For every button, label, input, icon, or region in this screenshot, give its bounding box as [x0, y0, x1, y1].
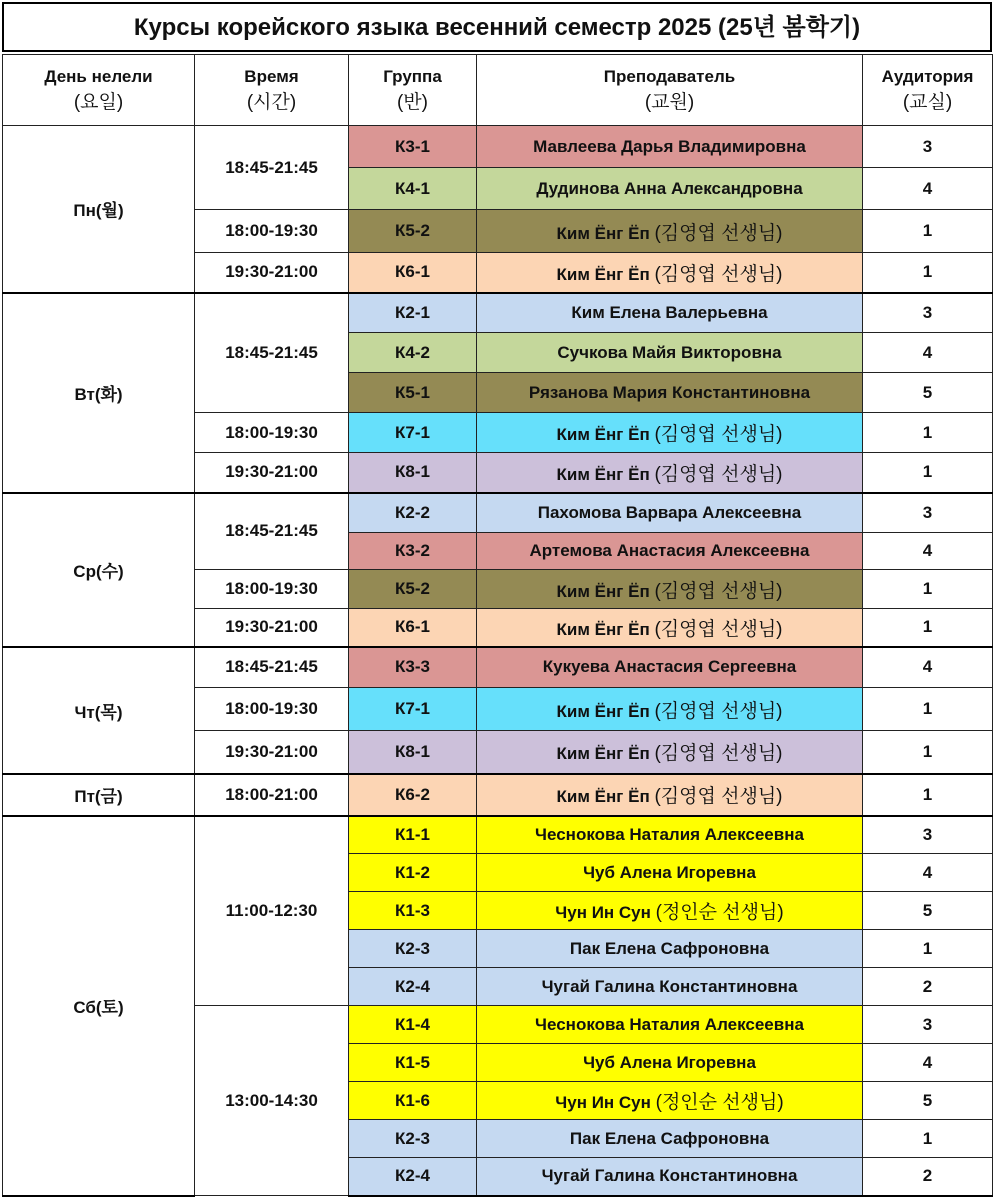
- teacher-name-ko: (정인순 선생님): [655, 902, 784, 923]
- teacher-cell: [477, 293, 863, 333]
- time-cell: 18:45-21:45: [195, 647, 349, 688]
- header-group: [349, 55, 477, 126]
- teacher-name: Чун Ин Сун: [555, 1093, 656, 1112]
- room-cell: 4: [863, 333, 993, 373]
- time-cell: 18:00-19:30: [195, 570, 349, 609]
- header-teacher-label-ko: (교원): [644, 92, 695, 113]
- teacher-cell: [477, 168, 863, 210]
- room-cell: 3: [863, 126, 993, 168]
- time-cell: 18:00-19:30: [195, 688, 349, 731]
- room-cell: 3: [863, 493, 993, 533]
- table-row: [3, 816, 993, 854]
- time-cell: 18:45-21:45: [195, 126, 349, 210]
- teacher-name: Чуб Алена Игоревна: [583, 862, 756, 882]
- table-row: [3, 647, 993, 688]
- teacher-name-ko: (김영엽 선생님): [654, 580, 783, 602]
- header-day: [3, 55, 195, 126]
- teacher-name: Чун Ин Сун: [555, 903, 656, 922]
- teacher-cell: [477, 1120, 863, 1158]
- room-cell: 1: [863, 413, 993, 453]
- page-title: Курсы корейского языка весенний семестр 2025 (25년 봄학기): [2, 2, 992, 52]
- room-cell: 5: [863, 892, 993, 930]
- room-cell: 5: [863, 1082, 993, 1120]
- room-cell: 1: [863, 731, 993, 774]
- teacher-cell: [477, 126, 863, 168]
- teacher-name: Ким Ёнг Ёп: [556, 787, 655, 806]
- group-cell: К1-2: [349, 854, 477, 892]
- teacher-cell: [477, 816, 863, 854]
- header-day-label-ko: (요일): [73, 92, 124, 113]
- teacher-name: Ким Ёнг Ёп: [556, 264, 655, 284]
- room-cell: 1: [863, 453, 993, 493]
- teacher-cell: [477, 731, 863, 774]
- group-cell: К1-5: [349, 1044, 477, 1082]
- teacher-cell: [477, 333, 863, 373]
- room-cell: 1: [863, 688, 993, 731]
- group-cell: К3-2: [349, 533, 477, 570]
- room-cell: 1: [863, 570, 993, 609]
- room-cell: 1: [863, 930, 993, 968]
- teacher-name: Ким Ёнг Ёп: [556, 581, 655, 601]
- teacher-name: Ким Ёнг Ёп: [556, 425, 655, 444]
- group-cell: К5-2: [349, 210, 477, 253]
- room-cell: 1: [863, 253, 993, 293]
- teacher-name: Мавлеева Дарья Владимировна: [533, 136, 806, 156]
- teacher-name: Чугай Галина Константиновна: [541, 1166, 798, 1186]
- header-day-label: День нелели: [44, 67, 153, 86]
- header-row: [3, 55, 993, 126]
- teacher-name: Чеснокова Наталия Алексеевна: [535, 824, 804, 844]
- table-row: [3, 126, 993, 168]
- time-cell: 18:45-21:45: [195, 493, 349, 570]
- group-cell: К4-2: [349, 333, 477, 373]
- teacher-name: Ким Ёнг Ёп: [556, 464, 655, 484]
- teacher-cell: [477, 930, 863, 968]
- teacher-name: Ким Елена Валерьевна: [571, 302, 768, 322]
- room-cell: 1: [863, 1120, 993, 1158]
- day-cell: Сб(토): [3, 816, 195, 1196]
- header-time: [195, 55, 349, 126]
- teacher-cell: [477, 253, 863, 293]
- teacher-name: Чугай Галина Константиновна: [541, 976, 798, 996]
- header-room-label-ko: (교실): [902, 92, 953, 113]
- room-cell: 3: [863, 816, 993, 854]
- table-row: [3, 493, 993, 533]
- table-row: [3, 293, 993, 333]
- header-teacher: [477, 55, 863, 126]
- group-cell: К6-1: [349, 253, 477, 293]
- teacher-cell: [477, 774, 863, 816]
- day-cell: Пн(월): [3, 126, 195, 293]
- room-cell: 4: [863, 647, 993, 688]
- teacher-cell: [477, 892, 863, 930]
- room-cell: 4: [863, 1044, 993, 1082]
- teacher-cell: [477, 493, 863, 533]
- group-cell: К2-4: [349, 968, 477, 1006]
- day-cell: Чт(목): [3, 647, 195, 774]
- group-cell: К4-1: [349, 168, 477, 210]
- header-time-label: Время: [244, 67, 299, 86]
- group-cell: К2-4: [349, 1158, 477, 1196]
- group-cell: К5-2: [349, 570, 477, 609]
- header-time-label-ko: (시간): [246, 92, 297, 113]
- group-cell: К1-4: [349, 1006, 477, 1044]
- teacher-cell: [477, 647, 863, 688]
- teacher-name-ko: (김영엽 선생님): [654, 700, 783, 722]
- group-cell: К1-6: [349, 1082, 477, 1120]
- room-cell: 1: [863, 609, 993, 647]
- teacher-cell: [477, 570, 863, 609]
- teacher-cell: [477, 1006, 863, 1044]
- teacher-name: Артемова Анастасия Алексеевна: [529, 541, 810, 560]
- teacher-name-ko: (김영엽 선생님): [654, 786, 783, 807]
- time-cell: 18:45-21:45: [195, 293, 349, 413]
- teacher-cell: [477, 1044, 863, 1082]
- day-cell: Вт(화): [3, 293, 195, 493]
- teacher-name: Ким Ёнг Ёп: [556, 619, 655, 639]
- teacher-cell: [477, 210, 863, 253]
- day-cell: Пт(금): [3, 774, 195, 816]
- time-cell: 13:00-14:30: [195, 1006, 349, 1196]
- time-cell: 19:30-21:00: [195, 253, 349, 293]
- group-cell: К1-1: [349, 816, 477, 854]
- schedule-body: [3, 126, 993, 1196]
- teacher-name: Чуб Алена Игоревна: [583, 1052, 756, 1072]
- teacher-cell: [477, 453, 863, 493]
- teacher-name: Чеснокова Наталия Алексеевна: [535, 1014, 804, 1034]
- header-group-label-ko: (반): [396, 92, 428, 113]
- header-teacher-label: Преподаватель: [603, 67, 736, 86]
- day-cell: Ср(수): [3, 493, 195, 647]
- group-cell: К3-1: [349, 126, 477, 168]
- time-cell: 18:00-19:30: [195, 210, 349, 253]
- header-room: [863, 55, 993, 126]
- group-cell: К8-1: [349, 453, 477, 493]
- teacher-cell: [477, 854, 863, 892]
- teacher-cell: [477, 688, 863, 731]
- teacher-cell: [477, 413, 863, 453]
- room-cell: 2: [863, 1158, 993, 1196]
- room-cell: 1: [863, 210, 993, 253]
- group-cell: К2-3: [349, 1120, 477, 1158]
- teacher-name: Сучкова Майя Викторовна: [557, 342, 782, 362]
- room-cell: 3: [863, 293, 993, 333]
- table-row: [3, 774, 993, 816]
- teacher-name: Дудинова Анна Александровна: [536, 178, 803, 198]
- time-cell: 19:30-21:00: [195, 609, 349, 647]
- time-cell: 11:00-12:30: [195, 816, 349, 1006]
- time-cell: 18:00-21:00: [195, 774, 349, 816]
- time-cell: 19:30-21:00: [195, 731, 349, 774]
- group-cell: К6-1: [349, 609, 477, 647]
- teacher-cell: [477, 609, 863, 647]
- teacher-cell: [477, 1082, 863, 1120]
- teacher-name: Пак Елена Сафроновна: [569, 938, 770, 958]
- time-cell: 18:00-19:30: [195, 413, 349, 453]
- group-cell: К2-3: [349, 930, 477, 968]
- room-cell: 4: [863, 854, 993, 892]
- teacher-name-ko: (정인순 선생님): [655, 1092, 784, 1113]
- teacher-name-ko: (김영엽 선생님): [654, 424, 783, 445]
- time-cell: 19:30-21:00: [195, 453, 349, 493]
- teacher-cell: [477, 968, 863, 1006]
- group-cell: К2-1: [349, 293, 477, 333]
- teacher-name: Рязанова Мария Константиновна: [528, 382, 811, 402]
- room-cell: 2: [863, 968, 993, 1006]
- group-cell: К7-1: [349, 413, 477, 453]
- group-cell: К1-3: [349, 892, 477, 930]
- teacher-cell: [477, 373, 863, 413]
- group-cell: К5-1: [349, 373, 477, 413]
- teacher-name-ko: (김영엽 선생님): [654, 743, 783, 765]
- header-room-label: Аудитория: [881, 67, 974, 86]
- room-cell: 5: [863, 373, 993, 413]
- teacher-name-ko: (김영엽 선생님): [654, 463, 783, 485]
- room-cell: 1: [863, 774, 993, 816]
- teacher-cell: [477, 1158, 863, 1196]
- group-cell: К2-2: [349, 493, 477, 533]
- teacher-name: Пак Елена Сафроновна: [569, 1128, 770, 1148]
- teacher-name: Пахомова Варвара Алексеевна: [537, 502, 802, 522]
- teacher-cell: [477, 533, 863, 570]
- group-cell: К6-2: [349, 774, 477, 816]
- teacher-name: Ким Ёнг Ёп: [556, 744, 655, 764]
- teacher-name-ko: (김영엽 선생님): [654, 263, 783, 285]
- teacher-name: Кукуева Анастасия Сергеевна: [542, 657, 797, 677]
- room-cell: 3: [863, 1006, 993, 1044]
- teacher-name-ko: (김영엽 선생님): [654, 618, 783, 640]
- schedule-table: [2, 54, 993, 1197]
- room-cell: 4: [863, 533, 993, 570]
- room-cell: 4: [863, 168, 993, 210]
- group-cell: К3-3: [349, 647, 477, 688]
- group-cell: К7-1: [349, 688, 477, 731]
- teacher-name-ko: (김영엽 선생님): [654, 222, 783, 244]
- teacher-name: Ким Ёнг Ёп: [556, 701, 655, 721]
- group-cell: К8-1: [349, 731, 477, 774]
- header-group-label: Группа: [383, 67, 442, 86]
- teacher-name: Ким Ёнг Ёп: [556, 223, 655, 243]
